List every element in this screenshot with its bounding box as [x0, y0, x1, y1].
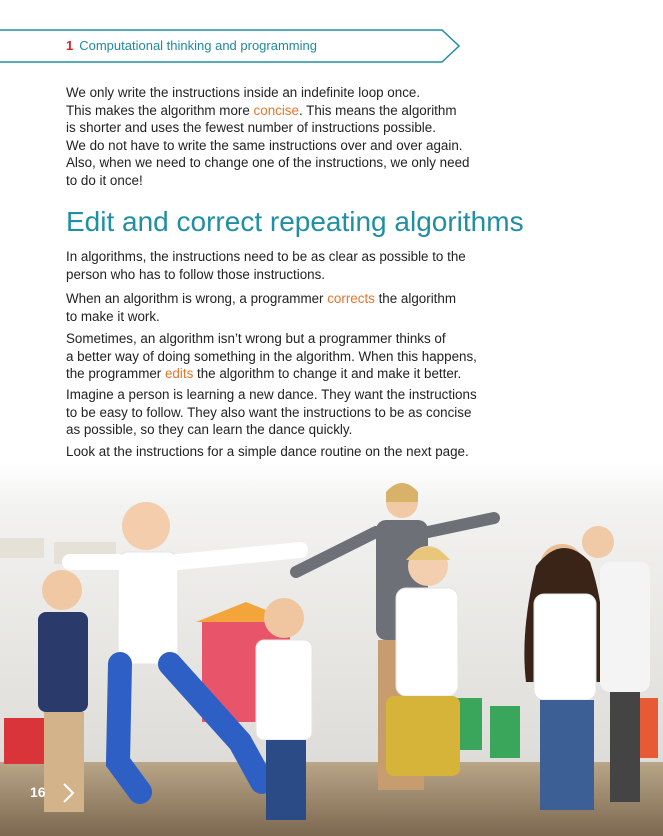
text-line: Look at the instructions for a simple dance routine on the next page. — [66, 444, 469, 459]
intro-line: to do it once! — [66, 172, 143, 188]
text-line: Imagine a person is learning a new dance. They want the instructions — [66, 387, 477, 402]
intro-line: is shorter and uses the fewest number of instructions possible. — [66, 120, 436, 136]
intro-line: We do not have to write the same instructions over and over again. — [66, 137, 463, 153]
chapter-title: Computational thinking and programming — [79, 38, 317, 53]
keyword-corrects: corrects — [327, 291, 375, 306]
text-line: the algorithm — [374, 291, 456, 306]
paragraph-corrects — [66, 290, 506, 325]
text-line: the algorithm to change it and make it better. — [193, 366, 462, 382]
text-line: as possible, so they can learn the dance quickly. — [66, 422, 353, 438]
chapter-number: 1 — [66, 38, 74, 53]
paragraph-clarity — [66, 248, 506, 283]
photo-illustration — [0, 462, 663, 836]
intro-line: This makes the algorithm more — [66, 102, 254, 118]
chapter-header — [66, 38, 317, 53]
intro-line: We only write the instructions inside an indefinite loop once. — [66, 85, 421, 100]
page-number: 16 — [30, 784, 46, 800]
text-line: person who has to follow those instructions. — [66, 266, 326, 282]
text-line: In algorithms, the instructions need to be as clear as possible to the — [66, 249, 466, 264]
section-title: Edit and correct repeating algorithms — [66, 206, 524, 237]
intro-line: . This means the algorithm — [298, 102, 457, 118]
paragraph-dance — [66, 386, 516, 439]
intro-line: Also, when we need to change one of the instructions, we only need — [66, 155, 470, 171]
text-line: the programmer — [66, 366, 165, 382]
keyword-edits: edits — [164, 366, 194, 382]
text-line: Sometimes, an algorithm isn’t wrong but a programmer thinks of — [66, 331, 446, 346]
dancing-children-photo — [0, 462, 663, 836]
paragraph-edits — [66, 330, 516, 383]
intro-paragraph — [66, 84, 506, 190]
keyword-concise: concise — [253, 102, 299, 118]
text-line: When an algorithm is wrong, a programmer — [66, 291, 328, 306]
text-line: to be easy to follow. They also want the instructions to be as concise — [66, 404, 472, 420]
text-line: a better way of doing something in the algorithm. When this happens, — [66, 348, 477, 364]
text-line: to make it work. — [66, 308, 160, 324]
chevron-right-icon — [62, 782, 76, 804]
paragraph-next-page — [66, 443, 516, 461]
